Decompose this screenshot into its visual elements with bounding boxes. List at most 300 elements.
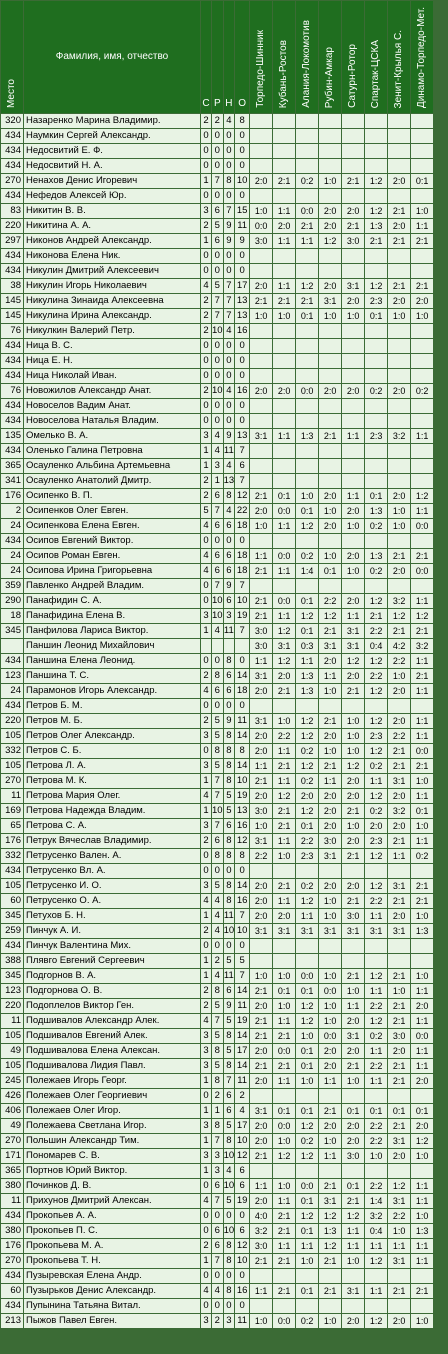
cell-score xyxy=(273,159,295,173)
cell-score: 2:1 xyxy=(296,219,318,233)
cell-score: 2:1 xyxy=(250,1149,272,1163)
table-row xyxy=(1,534,433,548)
cell-name: Полежаев Олег Игор. xyxy=(24,1104,200,1118)
cell-score: 2:0 xyxy=(319,879,341,893)
cell-score: 2:0 xyxy=(342,1134,364,1148)
cell-score: 2:0 xyxy=(411,1074,433,1088)
cell-score: 1:2 xyxy=(365,1314,387,1328)
cell-score xyxy=(365,159,387,173)
col-header-match-6 xyxy=(365,1,387,113)
cell-score: 0:1 xyxy=(273,1104,295,1118)
cell-o: 8 xyxy=(235,849,249,863)
match-label: Сатурн-Ротор xyxy=(347,44,359,108)
cell-place: 220 xyxy=(1,999,23,1013)
cell-score xyxy=(365,459,387,473)
cell-score: 2:0 xyxy=(342,1044,364,1058)
cell-score: 1:1 xyxy=(319,669,341,683)
cell-r: 0 xyxy=(212,264,223,278)
cell-score xyxy=(342,189,364,203)
cell-score: 3:0 xyxy=(250,234,272,248)
cell-name: Петрусенко И. О. xyxy=(24,879,200,893)
cell-score xyxy=(319,579,341,593)
cell-score xyxy=(273,954,295,968)
cell-r: 7 xyxy=(212,174,223,188)
cell-place: 24 xyxy=(1,549,23,563)
cell-n: 0 xyxy=(224,264,235,278)
cell-score xyxy=(365,444,387,458)
cell-score: 2:1 xyxy=(342,684,364,698)
table-row xyxy=(1,1209,433,1223)
cell-n: 10 xyxy=(223,1150,235,1161)
cell-score: 2:0 xyxy=(342,879,364,893)
cell-n: 6 xyxy=(224,669,235,683)
cell-score xyxy=(319,1269,341,1283)
cell-place: 60 xyxy=(1,894,23,908)
cell-score: 2:0 xyxy=(388,1149,410,1163)
cell-score: 0:1 xyxy=(296,1104,318,1118)
cell-score: 1:0 xyxy=(388,504,410,518)
cell-score xyxy=(273,939,295,953)
cell-score: 2:0 xyxy=(388,174,410,188)
cell-score: 1:0 xyxy=(411,774,433,788)
cell-score xyxy=(296,579,318,593)
cell-c: 0 xyxy=(201,594,211,608)
cell-score xyxy=(250,474,272,488)
cell-name: Наумкин Сергей Александр. xyxy=(24,129,200,143)
cell-n: 0 xyxy=(224,939,235,953)
cell-score xyxy=(273,474,295,488)
cell-score xyxy=(296,864,318,878)
cell-score: 0:1 xyxy=(342,1104,364,1118)
cell-c: 1 xyxy=(201,624,211,638)
cell-score: 1:1 xyxy=(411,789,433,803)
cell-score: 1:1 xyxy=(273,429,295,443)
cell-score: 1:0 xyxy=(273,1179,295,1193)
cell-score xyxy=(250,1089,272,1103)
cell-r: 5 xyxy=(212,279,223,293)
table-row xyxy=(1,1059,433,1073)
cell-n: 0 xyxy=(224,129,235,143)
cell-score: 2:3 xyxy=(365,729,387,743)
cell-c: 1 xyxy=(201,954,211,968)
cell-score xyxy=(365,114,387,128)
cell-score xyxy=(411,474,433,488)
cell-c: 2 xyxy=(201,219,211,233)
cell-o: 13 xyxy=(236,310,248,321)
cell-place: 11 xyxy=(1,1014,23,1028)
cell-score: 2:1 xyxy=(273,1254,295,1268)
cell-c: 4 xyxy=(201,684,211,698)
cell-name: Ненахов Денис Игоревич xyxy=(24,174,200,188)
cell-score: 1:1 xyxy=(250,759,272,773)
cell-score: 0:1 xyxy=(296,594,318,608)
cell-score: 2:0 xyxy=(319,1119,341,1133)
cell-r: 2 xyxy=(212,1314,223,1328)
cell-c: 0 xyxy=(201,249,211,263)
cell-score: 0:1 xyxy=(296,819,318,833)
cell-c: 2 xyxy=(201,999,211,1013)
cell-score: 1:2 xyxy=(411,609,433,623)
cell-r: 1 xyxy=(212,1104,223,1118)
cell-r: 0 xyxy=(212,1269,223,1283)
cell-score: 2:1 xyxy=(250,774,272,788)
cell-place: 171 xyxy=(1,1149,23,1163)
table-row xyxy=(1,189,433,203)
cell-r: 5 xyxy=(212,1059,223,1073)
cell-score: 2:0 xyxy=(342,1314,364,1328)
cell-name: Ница Николай Иван. xyxy=(24,369,200,383)
cell-score: 2:3 xyxy=(365,429,387,443)
cell-place: 213 xyxy=(1,1314,23,1328)
cell-score: 1:1 xyxy=(273,204,295,218)
cell-score: 2:1 xyxy=(388,234,410,248)
cell-name: Петрова Надежда Владим. xyxy=(24,804,200,818)
cell-n: 6 xyxy=(224,594,235,608)
cell-score: 1:2 xyxy=(319,234,341,248)
cell-place: 434 xyxy=(1,144,23,158)
table-row xyxy=(1,624,433,638)
cell-c: 0 xyxy=(201,354,211,368)
table-row xyxy=(1,594,433,608)
cell-r: 7 xyxy=(212,819,223,833)
cell-place: 434 xyxy=(1,354,23,368)
col-header-match-7 xyxy=(388,1,410,113)
cell-c: 0 xyxy=(201,939,211,953)
cell-score: 2:1 xyxy=(250,564,272,578)
cell-n: 6 xyxy=(224,819,235,833)
cell-score: 3:0 xyxy=(342,234,364,248)
cell-name: Омелько В. А. xyxy=(24,429,200,443)
cell-o: 7 xyxy=(235,624,249,638)
cell-o: 19 xyxy=(236,1195,248,1206)
cell-score: 2:0 xyxy=(342,204,364,218)
cell-o: 16 xyxy=(236,385,248,396)
cell-score: 2:1 xyxy=(273,804,295,818)
cell-o: 8 xyxy=(235,114,249,128)
cell-o: 14 xyxy=(236,760,248,771)
cell-n: 11 xyxy=(223,625,234,636)
cell-name: Нефедов Алексей Юр. xyxy=(24,189,200,203)
cell-score xyxy=(388,459,410,473)
cell-score xyxy=(250,129,272,143)
cell-c: 0 xyxy=(201,1224,211,1238)
cell-score: 2:0 xyxy=(319,204,341,218)
cell-score: 0:1 xyxy=(273,984,295,998)
cell-place: 365 xyxy=(1,1164,23,1178)
cell-score: 2:0 xyxy=(388,219,410,233)
cell-c: 1 xyxy=(201,1104,211,1118)
cell-score xyxy=(250,354,272,368)
cell-c: 4 xyxy=(201,1284,211,1298)
col-header-match-5 xyxy=(342,1,364,113)
cell-score: 0:3 xyxy=(296,639,318,653)
cell-score: 1:1 xyxy=(411,714,433,728)
cell-score: 1:1 xyxy=(411,1059,433,1073)
cell-score xyxy=(411,1164,433,1178)
cell-score: 1:0 xyxy=(296,1254,318,1268)
cell-score: 2:1 xyxy=(388,1074,410,1088)
cell-score: 1:0 xyxy=(342,564,364,578)
cell-c: 3 xyxy=(201,1314,211,1328)
cell-score: 1:3 xyxy=(365,504,387,518)
table-row xyxy=(1,429,433,443)
cell-score: 0:2 xyxy=(296,1134,318,1148)
cell-score: 2:1 xyxy=(296,294,318,308)
cell-score: 1:2 xyxy=(365,174,387,188)
cell-score: 1:3 xyxy=(296,684,318,698)
cell-score: 0:0 xyxy=(319,984,341,998)
cell-o: 17 xyxy=(236,1120,248,1131)
table-row xyxy=(1,729,433,743)
table-row xyxy=(1,459,433,473)
cell-score: 2:1 xyxy=(273,1209,295,1223)
cell-name: Оленько Галина Петровна xyxy=(24,444,200,458)
cell-score xyxy=(319,1164,341,1178)
cell-score: 1:0 xyxy=(342,519,364,533)
table-row xyxy=(1,129,433,143)
cell-score: 0:2 xyxy=(296,879,318,893)
cell-o: 16 xyxy=(236,1285,248,1296)
table-row xyxy=(1,294,433,308)
cell-c: 2 xyxy=(201,714,211,728)
cell-score: 0:1 xyxy=(411,804,433,818)
cell-place: 434 xyxy=(1,264,23,278)
cell-name: Никитин В. В. xyxy=(24,204,200,218)
cell-score: 2:1 xyxy=(388,744,410,758)
cell-score: 1:2 xyxy=(365,789,387,803)
cell-place: 49 xyxy=(1,1044,23,1058)
cell-score: 3:1 xyxy=(388,879,410,893)
cell-score: 2:0 xyxy=(388,564,410,578)
table-row xyxy=(1,759,433,773)
cell-score: 1:0 xyxy=(296,489,318,503)
cell-score: 2:0 xyxy=(411,999,433,1013)
cell-c: 3 xyxy=(201,204,211,218)
cell-name: Подшивалова Елена Алексан. xyxy=(24,1044,200,1058)
cell-score xyxy=(296,369,318,383)
cell-score xyxy=(319,399,341,413)
cell-score xyxy=(388,864,410,878)
cell-score: 0:0 xyxy=(319,1029,341,1043)
cell-r: 0 xyxy=(212,534,223,548)
cell-o: 0 xyxy=(235,699,249,713)
cell-n: 8 xyxy=(224,894,235,908)
cell-score: 3:1 xyxy=(319,294,341,308)
cell-c: 1 xyxy=(201,774,211,788)
cell-score: 1:2 xyxy=(342,654,364,668)
cell-score: 1:0 xyxy=(296,1074,318,1088)
cell-score xyxy=(388,324,410,338)
col-header-name: Фамилия, имя, отчество xyxy=(24,1,200,113)
cell-r: 6 xyxy=(212,204,223,218)
cell-r: 8 xyxy=(212,669,223,683)
cell-score xyxy=(296,339,318,353)
cell-place: 345 xyxy=(1,624,23,638)
cell-r: 6 xyxy=(212,234,223,248)
cell-n: 6 xyxy=(224,1104,235,1118)
cell-score: 1:1 xyxy=(273,279,295,293)
cell-score xyxy=(342,354,364,368)
cell-score: 0:2 xyxy=(296,744,318,758)
cell-place: 406 xyxy=(1,1104,23,1118)
cell-r: 0 xyxy=(212,249,223,263)
cell-score: 1:1 xyxy=(411,834,433,848)
cell-score xyxy=(319,129,341,143)
cell-c: 0 xyxy=(201,699,211,713)
cell-o: 10 xyxy=(236,175,248,186)
cell-n: 5 xyxy=(224,804,235,818)
cell-score: 3:1 xyxy=(342,1284,364,1298)
cell-score xyxy=(388,579,410,593)
cell-place: 176 xyxy=(1,1239,23,1253)
cell-score xyxy=(273,189,295,203)
cell-n: 6 xyxy=(224,549,235,563)
cell-c xyxy=(201,639,211,653)
cell-name: Никулина Ирина Александр. xyxy=(24,309,200,323)
cell-r: 4 xyxy=(212,894,223,908)
cell-score: 1:1 xyxy=(411,1194,433,1208)
table-row xyxy=(1,819,433,833)
cell-score xyxy=(411,414,433,428)
cell-score: 1:2 xyxy=(388,609,410,623)
cell-score xyxy=(250,1269,272,1283)
cell-score xyxy=(273,414,295,428)
cell-score xyxy=(250,324,272,338)
cell-n: 0 xyxy=(224,249,235,263)
cell-place: 220 xyxy=(1,714,23,728)
cell-score xyxy=(342,369,364,383)
cell-name: Панфилова Лариса Виктор. xyxy=(24,624,200,638)
cell-name: Никулин Игорь Николаевич xyxy=(24,279,200,293)
cell-r: 7 xyxy=(212,789,223,803)
table-row xyxy=(1,864,433,878)
cell-score: 0:2 xyxy=(365,564,387,578)
cell-score xyxy=(388,474,410,488)
cell-score xyxy=(388,1269,410,1283)
cell-c: 1 xyxy=(201,909,211,923)
cell-r: 5 xyxy=(212,219,223,233)
cell-score xyxy=(388,129,410,143)
table-row xyxy=(1,204,433,218)
cell-o: 22 xyxy=(236,505,248,516)
cell-name: Полежаев Игорь Георг. xyxy=(24,1074,200,1088)
cell-o: 14 xyxy=(236,730,248,741)
cell-o: 19 xyxy=(236,790,248,801)
cell-score xyxy=(273,369,295,383)
cell-score: 2:0 xyxy=(319,1044,341,1058)
cell-name: Осипов Евгений Виктор. xyxy=(24,534,200,548)
cell-score: 2:1 xyxy=(319,714,341,728)
cell-name: Подгорнова О. В. xyxy=(24,984,200,998)
cell-score xyxy=(250,699,272,713)
cell-score: 1:0 xyxy=(319,1014,341,1028)
cell-o: 0 xyxy=(235,354,249,368)
cell-o: 19 xyxy=(236,1015,248,1026)
col-header-match-2 xyxy=(273,1,295,113)
table-row xyxy=(1,654,433,668)
cell-score: 1:1 xyxy=(365,1284,387,1298)
cell-score: 1:0 xyxy=(342,729,364,743)
cell-name: Прихунов Дмитрий Алексан. xyxy=(24,1194,200,1208)
cell-score xyxy=(273,864,295,878)
table-row xyxy=(1,219,433,233)
cell-score: 2:0 xyxy=(250,1119,272,1133)
cell-n: 0 xyxy=(224,1269,235,1283)
cell-score xyxy=(319,414,341,428)
cell-score: 1:2 xyxy=(365,1014,387,1028)
cell-score: 1:1 xyxy=(411,1044,433,1058)
cell-score: 2:0 xyxy=(250,1074,272,1088)
cell-place: 426 xyxy=(1,1089,23,1103)
cell-r: 5 xyxy=(212,714,223,728)
cell-score xyxy=(342,264,364,278)
cell-score: 0:4 xyxy=(365,1224,387,1238)
table-row xyxy=(1,489,433,503)
cell-n: 8 xyxy=(224,1134,235,1148)
cell-score: 1:1 xyxy=(365,909,387,923)
cell-score: 2:1 xyxy=(388,549,410,563)
cell-o: 0 xyxy=(235,1299,249,1313)
cell-place: 434 xyxy=(1,864,23,878)
table-row xyxy=(1,264,433,278)
cell-score: 3:1 xyxy=(250,714,272,728)
cell-score xyxy=(388,414,410,428)
cell-score: 0:1 xyxy=(411,1104,433,1118)
cell-c: 0 xyxy=(201,369,211,383)
cell-r: 3 xyxy=(212,1149,223,1163)
cell-score: 2:2 xyxy=(365,624,387,638)
cell-r: 8 xyxy=(212,1119,223,1133)
cell-c: 3 xyxy=(201,1149,211,1163)
table-row xyxy=(1,1164,433,1178)
cell-score: 2:0 xyxy=(250,879,272,893)
cell-score: 2:1 xyxy=(250,489,272,503)
table-row xyxy=(1,669,433,683)
cell-score: 1:4 xyxy=(296,564,318,578)
cell-r: 0 xyxy=(212,369,223,383)
cell-score xyxy=(365,264,387,278)
cell-score: 2:0 xyxy=(388,294,410,308)
cell-score xyxy=(296,534,318,548)
cell-score: 3:1 xyxy=(342,624,364,638)
cell-o: 0 xyxy=(235,864,249,878)
table-row xyxy=(1,444,433,458)
cell-score: 3:1 xyxy=(273,924,295,938)
table-row xyxy=(1,1254,433,1268)
cell-score: 2:1 xyxy=(250,1059,272,1073)
cell-o: 14 xyxy=(236,985,248,996)
cell-place: 434 xyxy=(1,654,23,668)
cell-score: 2:0 xyxy=(411,294,433,308)
cell-score: 1:0 xyxy=(411,1149,433,1163)
cell-place: 60 xyxy=(1,1284,23,1298)
cell-place: 11 xyxy=(1,789,23,803)
match-label: Динамо-Торпедо-Мет. xyxy=(416,6,428,108)
cell-score: 1:1 xyxy=(273,1194,295,1208)
cell-score xyxy=(388,114,410,128)
cell-score xyxy=(296,399,318,413)
cell-score: 2:2 xyxy=(365,1134,387,1148)
cell-score xyxy=(411,159,433,173)
cell-score: 1:1 xyxy=(273,609,295,623)
cell-score: 2:2 xyxy=(388,654,410,668)
cell-score: 2:2 xyxy=(365,669,387,683)
table-row xyxy=(1,744,433,758)
cell-score: 2:1 xyxy=(411,759,433,773)
cell-score: 1:3 xyxy=(296,669,318,683)
cell-score xyxy=(388,954,410,968)
cell-r: 5 xyxy=(212,879,223,893)
